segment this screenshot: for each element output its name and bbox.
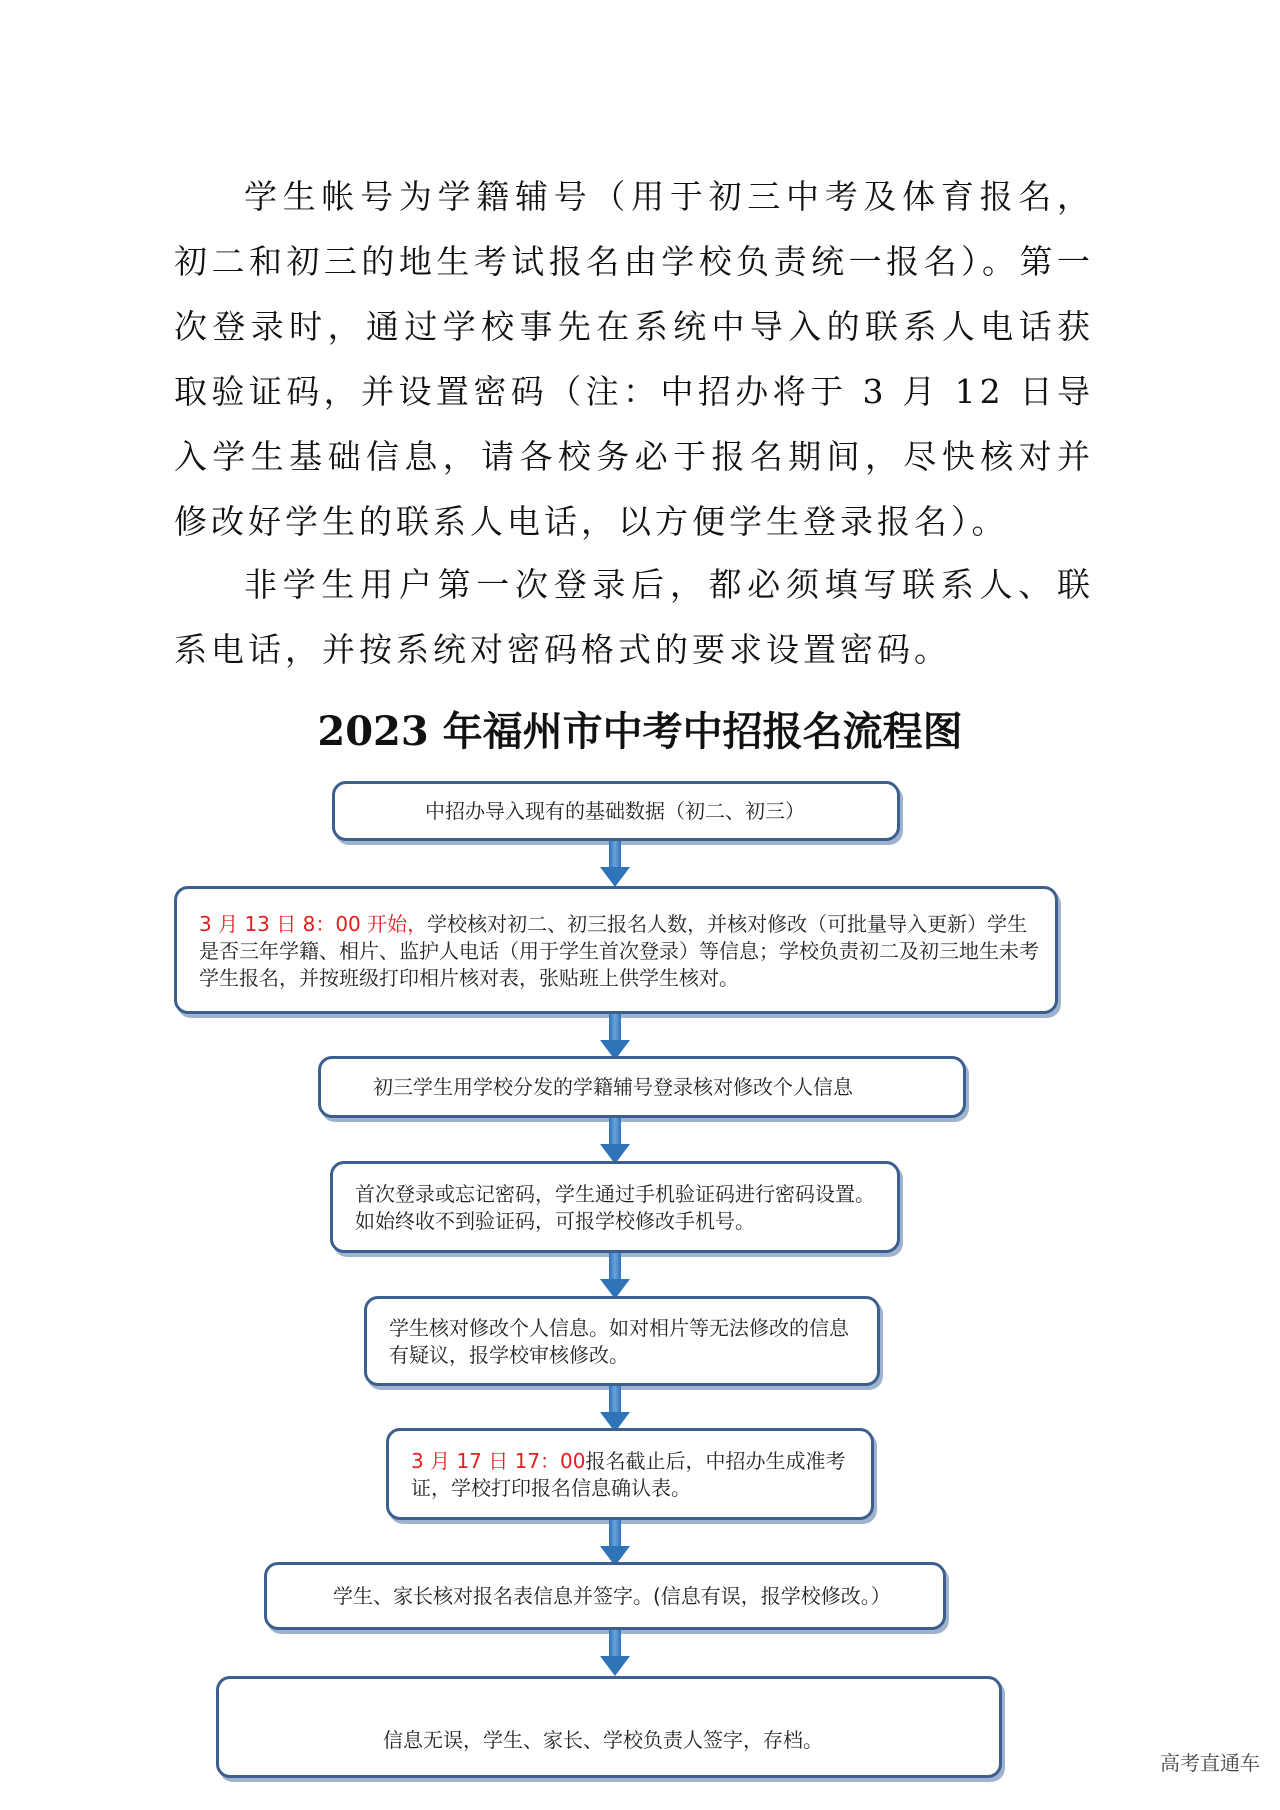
flow-step-7	[264, 1562, 946, 1630]
flow-step-6-text: 报名截止后，中招办生成准考证，学校打印报名信息确认表。	[411, 1449, 846, 1500]
flow-step-8	[216, 1676, 1002, 1778]
flow-step-4-text: 首次登录或忘记密码，学生通过手机验证码进行密码设置。如始终收不到验证码，可报学校修改手机号。	[355, 1182, 875, 1233]
flow-step-6	[386, 1428, 874, 1520]
flow-step-2-time: 3 月 13 日 8：00 开始，	[199, 912, 428, 936]
arrow-down-icon	[600, 1520, 630, 1566]
flow-step-2-text: 学校核对初二、初三报名人数，并核对修改（可批量导入更新）学生是否三年学籍、相片、监护人电话（用于学生首次登录）等信息；学校负责初二及初三地生未考学生报名，并按班级打印相片核对表，张贴班上供学生核对。	[199, 912, 1039, 990]
arrow-down-icon	[600, 1253, 630, 1299]
arrow-down-icon	[600, 841, 630, 887]
arrow-down-icon	[600, 1630, 630, 1676]
flow-step-4	[330, 1161, 900, 1253]
paragraph-non-student: 非学生用户第一次登录后，都必须填写联系人、联系电话，并按系统对密码格式的要求设置密码。	[174, 565, 1094, 669]
flow-step-3	[318, 1056, 966, 1118]
arrow-down-icon	[600, 1014, 630, 1060]
flow-step-5	[364, 1296, 880, 1386]
flow-step-8-text: 信息无误，学生、家长、学校负责人签字，存档。	[383, 1728, 823, 1752]
flow-step-6-time: 3 月 17 日 17：00	[411, 1449, 586, 1473]
flow-step-1	[332, 781, 900, 841]
arrow-down-icon	[600, 1118, 630, 1164]
flow-step-3-text: 初三学生用学校分发的学籍辅号登录核对修改个人信息	[373, 1075, 853, 1099]
arrow-down-icon	[600, 1386, 630, 1432]
paragraph-student-account: 学生帐号为学籍辅号（用于初三中考及体育报名，初二和初三的地生考试报名由学校负责统一报名）。第一次登录时，通过学校事先在系统中导入的联系人电话获取验证码，并设置密码（注：中招办将于 3 月 12 日导入学生基础信息，请各校务必于报名期间，尽快核对并修改好学生的联系人电话，以方便学生登录报名）。	[174, 177, 1094, 541]
flow-step-5-text: 学生核对修改个人信息。如对相片等无法修改的信息有疑议，报学校审核修改。	[389, 1316, 849, 1367]
watermark: 高考直通车	[1160, 1751, 1260, 1775]
flow-step-7-text: 学生、家长核对报名表信息并签字。(信息有误，报学校修改。）	[333, 1584, 891, 1608]
flow-step-2	[174, 886, 1058, 1014]
flowchart-title: 2023 年福州市中考中招报名流程图	[317, 708, 963, 755]
flow-step-1-text: 中招办导入现有的基础数据（初二、初三）	[425, 799, 805, 823]
